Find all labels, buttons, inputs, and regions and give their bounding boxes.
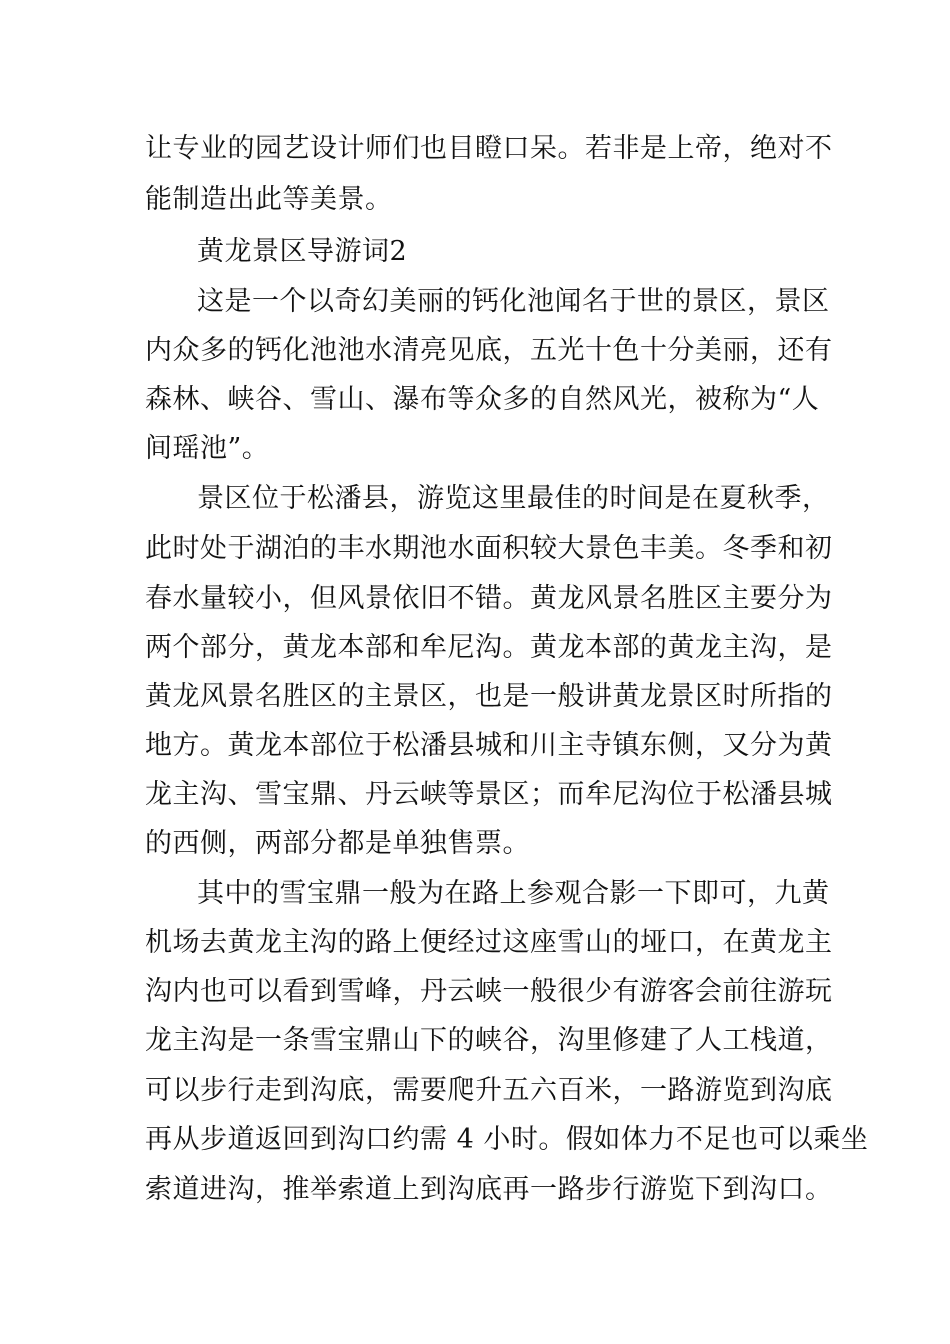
paragraph-line: 再从步道返回到沟口约需 4 小时。假如体力不足也可以乘坐 (145, 1124, 869, 1155)
paragraph-line: 的西侧，两部分都是单独售票。 (145, 828, 530, 859)
paragraph-line: 两个部分，黄龙本部和牟尼沟。黄龙本部的黄龙主沟，是 (145, 632, 833, 663)
section-heading: 黄龙景区导游词2 (197, 236, 408, 267)
paragraph-line: 此时处于湖泊的丰水期池水面积较大景色丰美。冬季和初 (145, 533, 833, 564)
paragraph-line: 景区位于松潘县，游览这里最佳的时间是在夏秋季， (197, 483, 830, 514)
paragraph-line: 黄龙风景名胜区的主景区，也是一般讲黄龙景区时所指的 (145, 681, 833, 712)
paragraph-line: 其中的雪宝鼎一般为在路上参观合影一下即可，九黄 (197, 878, 830, 909)
paragraph-line: 沟内也可以看到雪峰，丹云峡一般很少有游客会前往游玩 (145, 976, 833, 1007)
paragraph-line: 龙主沟是一条雪宝鼎山下的峡谷，沟里修建了人工栈道， (145, 1025, 833, 1056)
paragraph-line: 让专业的园艺设计师们也目瞪口呆。若非是上帝，绝对不 (145, 133, 833, 164)
paragraph-line: 地方。黄龙本部位于松潘县城和川主寺镇东侧，又分为黄 (145, 730, 833, 761)
paragraph-line: 能制造出此等美景。 (145, 184, 393, 215)
paragraph-line: 这是一个以奇幻美丽的钙化池闻名于世的景区，景区 (197, 286, 830, 317)
paragraph-line: 春水量较小，但风景依旧不错。黄龙风景名胜区主要分为 (145, 583, 833, 614)
paragraph-line: 内众多的钙化池池水清亮见底，五光十色十分美丽，还有 (145, 335, 833, 366)
paragraph-line: 森林、峡谷、雪山、瀑布等众多的自然风光，被称为“人 (145, 384, 820, 415)
paragraph-line: 可以步行走到沟底，需要爬升五六百米，一路游览到沟底 (145, 1075, 833, 1106)
paragraph-line: 机场去黄龙主沟的路上便经过这座雪山的垭口，在黄龙主 (145, 927, 833, 958)
paragraph-line: 索道进沟，推举索道上到沟底再一路步行游览下到沟口。 (145, 1174, 833, 1205)
paragraph-line: 龙主沟、雪宝鼎、丹云峡等景区；而牟尼沟位于松潘县城 (145, 779, 833, 810)
paragraph-line: 间瑶池”。 (145, 433, 270, 464)
